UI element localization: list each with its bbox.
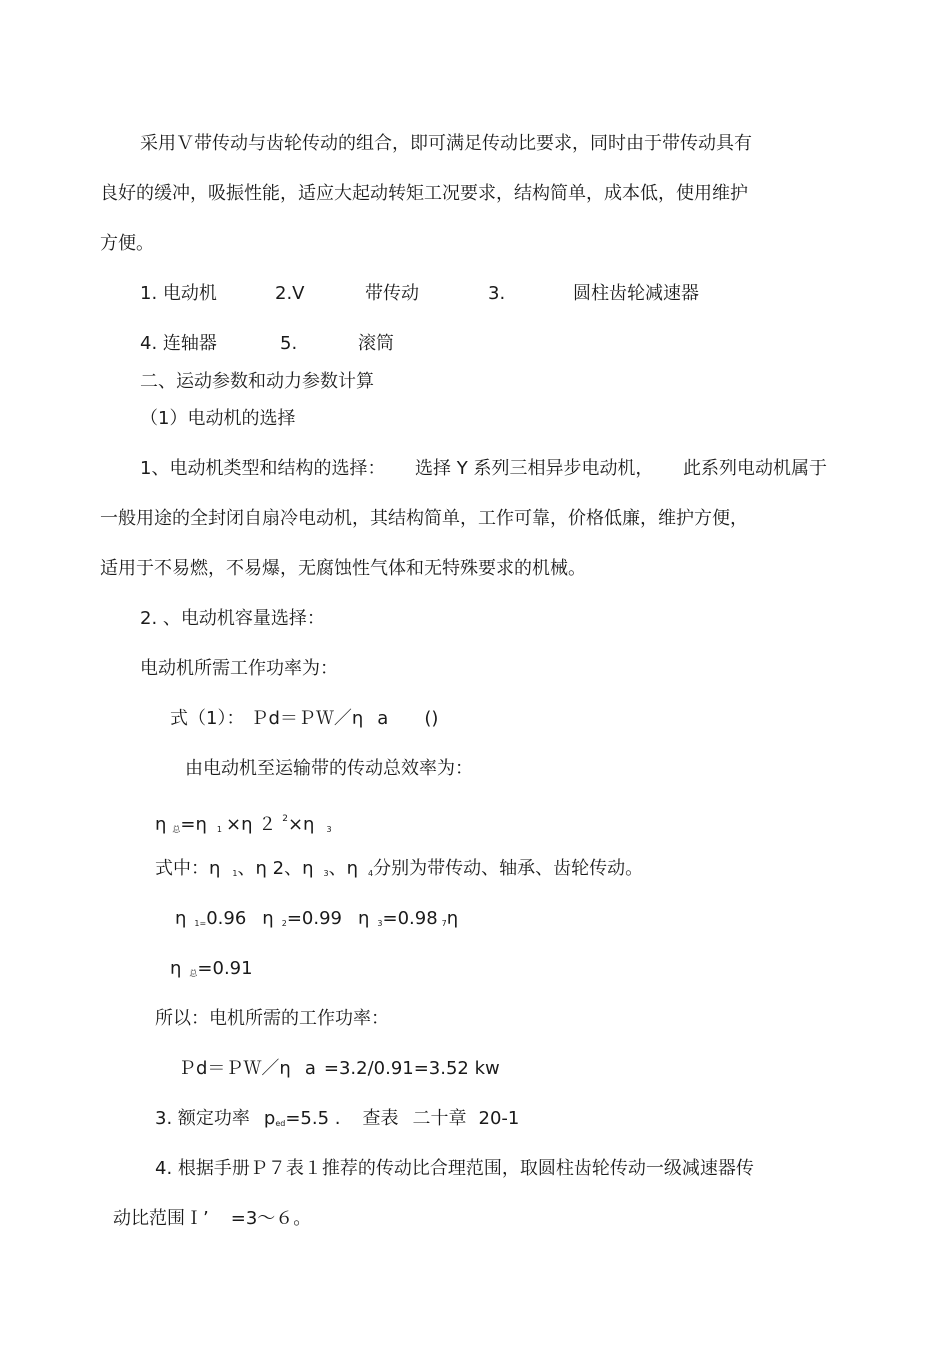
component-belt: 带传动 bbox=[365, 283, 419, 304]
component-5: 5. bbox=[280, 333, 298, 354]
intro-line-3: 方便。 bbox=[100, 233, 154, 254]
intro-line-2: 良好的缓冲，吸振性能，适应大起动转矩工况要求，结构简单，成本低，使用维护 bbox=[100, 183, 748, 204]
efficiency-intro: 由电动机至运输带的传动总效率为： bbox=[185, 758, 473, 779]
where-sep-1: 、η 2、η bbox=[237, 858, 314, 879]
formula-1-a: a bbox=[377, 708, 389, 729]
where-sep-2: 、η bbox=[328, 858, 359, 879]
eta-value-1: 0.96 bbox=[206, 908, 247, 929]
eta-total-value: =0.91 bbox=[197, 958, 253, 979]
eta-total-sub: 总 bbox=[189, 969, 198, 978]
component-reducer: 圆柱齿轮减速器 bbox=[573, 283, 699, 304]
eta-sub-3: 3 bbox=[326, 825, 332, 834]
component-drum: 滚筒 bbox=[358, 333, 394, 354]
ratio-line-1: 4. 根据手册Ｐ７表１推荐的传动比合理范围，取圆柱齿轮传动一级减速器传 bbox=[155, 1158, 754, 1179]
rated-power-p: p bbox=[263, 1108, 276, 1129]
ratio-range-label: 动比范围Ｉ’ bbox=[113, 1208, 209, 1229]
power-required: 电动机所需工作功率为： bbox=[140, 658, 338, 679]
subsection-heading: （1）电动机的选择 bbox=[140, 408, 296, 429]
where-sub-4: 4 bbox=[368, 869, 374, 878]
formula-1 bbox=[170, 708, 438, 730]
eta-values bbox=[175, 908, 458, 935]
eta-value-tail-sub: 7 bbox=[441, 919, 447, 928]
eta-times-2: ×η bbox=[287, 814, 315, 835]
component-coupling: 4. 连轴器 bbox=[140, 333, 217, 354]
component-row-1 bbox=[140, 283, 699, 305]
where-suffix: 分别为带传动、轴承、齿轮传动。 bbox=[373, 858, 644, 879]
eta-value-3: =0.98 bbox=[382, 908, 438, 929]
eta-eq: =η bbox=[180, 814, 207, 835]
formula-1-paren: () bbox=[424, 708, 439, 729]
pd-calc-expr: Ｐd＝ＰＷ／η bbox=[178, 1058, 291, 1079]
eta-times-1: ×η ２ bbox=[226, 814, 277, 835]
rated-power bbox=[155, 1108, 519, 1135]
rated-power-chapter: 二十章 bbox=[412, 1108, 467, 1129]
eta-value-2-symbol: η bbox=[262, 908, 274, 929]
eta-value-3-symbol: η bbox=[357, 908, 370, 929]
pd-calc bbox=[178, 1058, 500, 1080]
where-sub-3: 3 bbox=[323, 869, 329, 878]
component-3: 3. bbox=[488, 283, 506, 304]
ratio-range-value: =3～６。 bbox=[230, 1208, 312, 1229]
motor-type-line-3: 适用于不易燃，不易爆，无腐蚀性气体和无特殊要求的机械。 bbox=[100, 558, 586, 579]
formula-1-expr: Ｐd＝ＰＷ／η bbox=[250, 708, 364, 729]
eta-total bbox=[170, 958, 253, 985]
pd-calc-a: a bbox=[304, 1058, 316, 1079]
eta-sub-total: 总 bbox=[172, 825, 181, 834]
rated-power-lookup: 查表 bbox=[362, 1108, 399, 1129]
eta-total-symbol: η bbox=[170, 958, 182, 979]
component-motor: 1. 电动机 bbox=[140, 283, 217, 304]
where-prefix: 式中：η bbox=[155, 858, 221, 879]
motor-type-label: 1、电动机类型和结构的选择： bbox=[140, 458, 386, 479]
section-heading: 二、运动参数和动力参数计算 bbox=[140, 371, 374, 392]
pd-calc-result: =3.2/0.91=3.52 kw bbox=[323, 1058, 500, 1079]
intro-line-1: 采用Ｖ带传动与齿轮传动的组合，即可满足传动比要求，同时由于带传动具有 bbox=[140, 133, 752, 154]
eta-value-tail: η bbox=[446, 908, 459, 929]
component-row-2 bbox=[140, 333, 394, 355]
component-v: 2.V bbox=[275, 283, 305, 304]
where-sub-1: 1 bbox=[232, 869, 238, 878]
capacity-heading: 2. 、电动机容量选择： bbox=[140, 608, 325, 629]
rated-power-sub: ed bbox=[275, 1119, 286, 1128]
motor-type-note: 此系列电动机属于 bbox=[683, 458, 827, 479]
eta-value-2: =0.99 bbox=[286, 908, 342, 929]
eta-sup-2: 2 bbox=[282, 814, 288, 824]
ratio-line-2 bbox=[113, 1208, 311, 1230]
eta-value-1-sub: 1= bbox=[194, 919, 207, 928]
eta-formula bbox=[155, 808, 332, 841]
motor-type-choice: 选择 Y 系列三相异步电动机， bbox=[415, 458, 654, 479]
eta-value-2-sub: 2 bbox=[281, 919, 287, 928]
formula-1-label: 式（1）： bbox=[170, 708, 245, 729]
eta-symbol: η bbox=[155, 814, 167, 835]
eta-sub-1: 1 bbox=[216, 825, 223, 834]
eta-value-3-sub: 3 bbox=[377, 919, 383, 928]
motor-type-line-1 bbox=[140, 458, 827, 480]
eta-value-1-symbol: η bbox=[175, 908, 187, 929]
rated-power-table: 20-1 bbox=[478, 1108, 520, 1129]
where-line bbox=[155, 858, 643, 885]
motor-type-line-2: 一般用途的全封闭自扇冷电动机，其结构简单，工作可靠，价格低廉，维护方便， bbox=[100, 508, 748, 529]
rated-power-label: 3. 额定功率 bbox=[155, 1108, 250, 1129]
therefore-line: 所以：电机所需的工作功率： bbox=[155, 1008, 389, 1029]
rated-power-value: =5.5 . bbox=[285, 1108, 341, 1129]
